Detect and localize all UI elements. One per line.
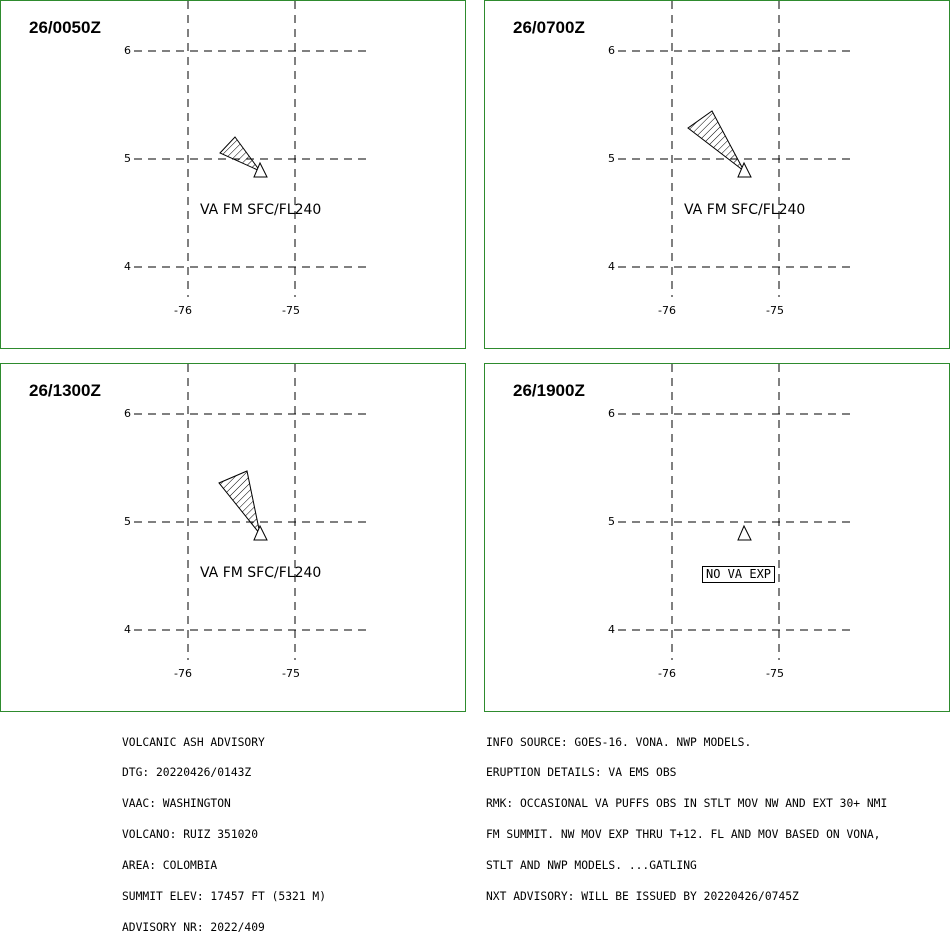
advisory-info-right — [486, 717, 887, 913]
lat-tick: 4 — [608, 260, 615, 273]
forecast-panel-3 — [0, 363, 466, 712]
remarks-line-1: RMK: OCCASIONAL VA PUFFS OBS IN STLT MOV NW AND EXT 30+ NMI — [486, 797, 888, 811]
lon-tick: -75 — [766, 667, 784, 680]
forecast-panel-2 — [484, 0, 950, 349]
advisory-area: AREA: COLOMBIA — [122, 859, 218, 873]
lon-tick: -76 — [174, 667, 192, 680]
lat-tick: 6 — [608, 44, 615, 57]
lon-tick: -75 — [766, 304, 784, 317]
lat-tick: 6 — [608, 407, 615, 420]
advisory-info-left — [122, 717, 326, 944]
lat-tick: 5 — [124, 152, 131, 165]
forecast-panel-4 — [484, 363, 950, 712]
advisory-dtg: DTG: 20220426/0143Z — [122, 766, 252, 780]
next-advisory: NXT ADVISORY: WILL BE ISSUED BY 20220426/0745Z — [486, 890, 799, 904]
ash-level-label: VA FM SFC/FL240 — [200, 202, 322, 218]
map-grid-2 — [485, 1, 950, 350]
no-va-expected-box: NO VA EXP — [702, 566, 775, 583]
ash-cloud-polygon — [219, 471, 260, 534]
map-grid-1 — [1, 1, 467, 350]
lon-tick: -75 — [282, 304, 300, 317]
panel-time: 26/1300Z — [29, 381, 101, 400]
panel-time: 26/1900Z — [513, 381, 585, 400]
lon-tick: -76 — [658, 304, 676, 317]
lat-tick: 4 — [124, 623, 131, 636]
lon-tick: -76 — [658, 667, 676, 680]
eruption-details: ERUPTION DETAILS: VA EMS OBS — [486, 766, 677, 780]
panel-time: 26/0700Z — [513, 18, 585, 37]
map-grid-3 — [1, 364, 467, 713]
panel-time: 26/0050Z — [29, 18, 101, 37]
lon-tick: -76 — [174, 304, 192, 317]
lat-tick: 4 — [124, 260, 131, 273]
ash-cloud-polygon — [220, 137, 260, 171]
lat-tick: 6 — [124, 407, 131, 420]
lat-tick: 4 — [608, 623, 615, 636]
advisory-volcano: VOLCANO: RUIZ 351020 — [122, 828, 259, 842]
info-source: INFO SOURCE: GOES-16. VONA. NWP MODELS. — [486, 735, 752, 749]
ash-cloud-polygon — [688, 111, 744, 171]
remarks-line-2: FM SUMMIT. NW MOV EXP THRU T+12. FL AND MOV BASED ON VONA, — [486, 828, 881, 842]
lat-tick: 5 — [608, 515, 615, 528]
advisory-summit: SUMMIT ELEV: 17457 FT (5321 M) — [122, 890, 327, 904]
forecast-panel-1 — [0, 0, 466, 349]
lat-tick: 5 — [608, 152, 615, 165]
advisory-vaac: VAAC: WASHINGTON — [122, 797, 231, 811]
advisory-title: VOLCANIC ASH ADVISORY — [122, 735, 265, 749]
map-grid-4 — [485, 364, 950, 713]
advisory-number: ADVISORY NR: 2022/409 — [122, 920, 265, 934]
lon-tick: -75 — [282, 667, 300, 680]
lat-tick: 5 — [124, 515, 131, 528]
ash-level-label: VA FM SFC/FL240 — [684, 202, 806, 218]
lat-tick: 6 — [124, 44, 131, 57]
remarks-line-3: STLT AND NWP MODELS. ...GATLING — [486, 859, 697, 873]
volcano-triangle-icon — [738, 526, 751, 540]
ash-level-label: VA FM SFC/FL240 — [200, 565, 322, 581]
